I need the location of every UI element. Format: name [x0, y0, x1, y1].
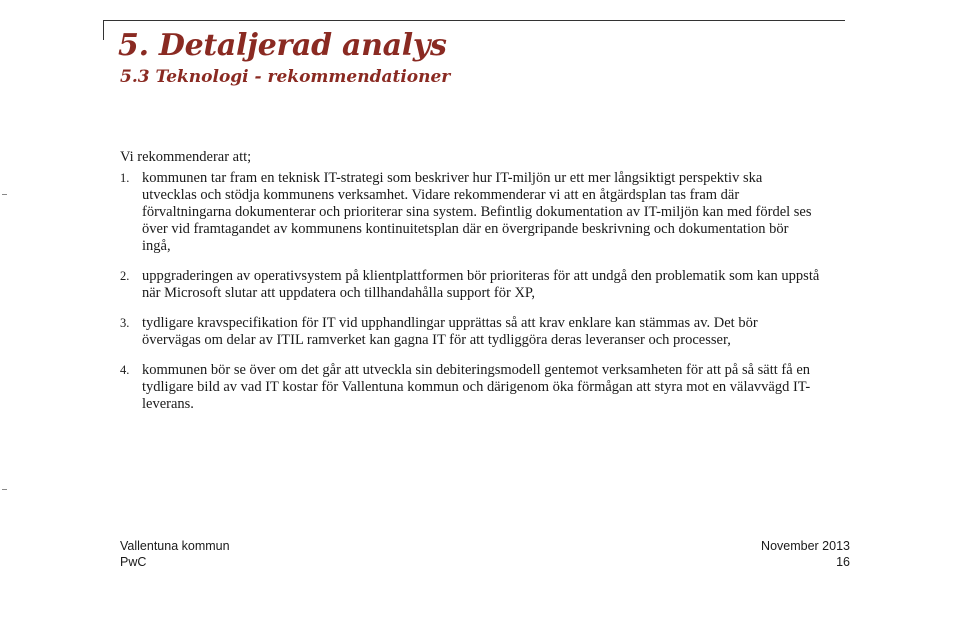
page-number: 16 — [836, 555, 850, 569]
section-title: 5. Detaljerad analys — [118, 28, 447, 63]
margin-tick-mark — [2, 489, 7, 490]
intro-text: Vi rekommenderar att; — [120, 149, 252, 165]
recommendation-number: 3. — [120, 316, 130, 330]
recommendation-text: tydligare kravspecifikation för IT vid upphandlingar upprättas så att krav enklare kan stämmas av. Det bör övervägas om delar av ITIL ramverket kan gagna IT för att tydliggöra deras leveranser och processer, — [142, 315, 758, 348]
recommendation-number: 1. — [120, 171, 130, 185]
recommendation-item — [120, 268, 820, 302]
recommendation-number: 4. — [120, 363, 130, 377]
recommendation-item — [120, 170, 820, 255]
recommendation-list — [120, 170, 820, 426]
header-rule-left — [103, 20, 104, 40]
recommendation-number: 2. — [120, 269, 130, 283]
footer-right — [761, 538, 850, 570]
footer-date: November 2013 — [761, 539, 850, 553]
margin-tick-mark — [2, 194, 7, 195]
footer-company: PwC — [120, 555, 147, 569]
recommendation-item — [120, 362, 820, 413]
footer-left — [120, 538, 230, 570]
recommendation-item — [120, 315, 820, 349]
recommendation-text: kommunen tar fram en teknisk IT-strategi som beskriver hur IT-miljön ur ett mer långsiktigt perspektiv ska utvecklas och stödja kommunens verksamhet. Vidare rekommenderar vi att en åtgärdsplan tas fram där förvaltningarna dokumenterar och prioriterar sina system. Befintlig dokumentation av IT-miljön kan med fördel ses över vid framtagandet av kommunens kontinuitetsplan där en övergripande beskrivning och dokumentation bör ingå, — [142, 170, 812, 254]
footer-organization: Vallentuna kommun — [120, 539, 230, 553]
recommendation-text: uppgraderingen av operativsystem på klientplattformen bör prioriteras för att undgå den problematik som kan uppstå när Microsoft slutar att uppdatera och tillhandahålla support för XP, — [142, 268, 820, 301]
recommendation-text: kommunen bör se över om det går att utveckla sin debiteringsmodell gentemot verksamheten för att på så sätt få en tydligare bild av vad IT kostar för Vallentuna kommun och därigenom öka förmågan att styra mot en välavvägd IT-leverans. — [142, 362, 811, 412]
subsection-title: 5.3 Teknologi - rekommendationer — [120, 67, 451, 87]
header-rule-top — [103, 20, 845, 21]
